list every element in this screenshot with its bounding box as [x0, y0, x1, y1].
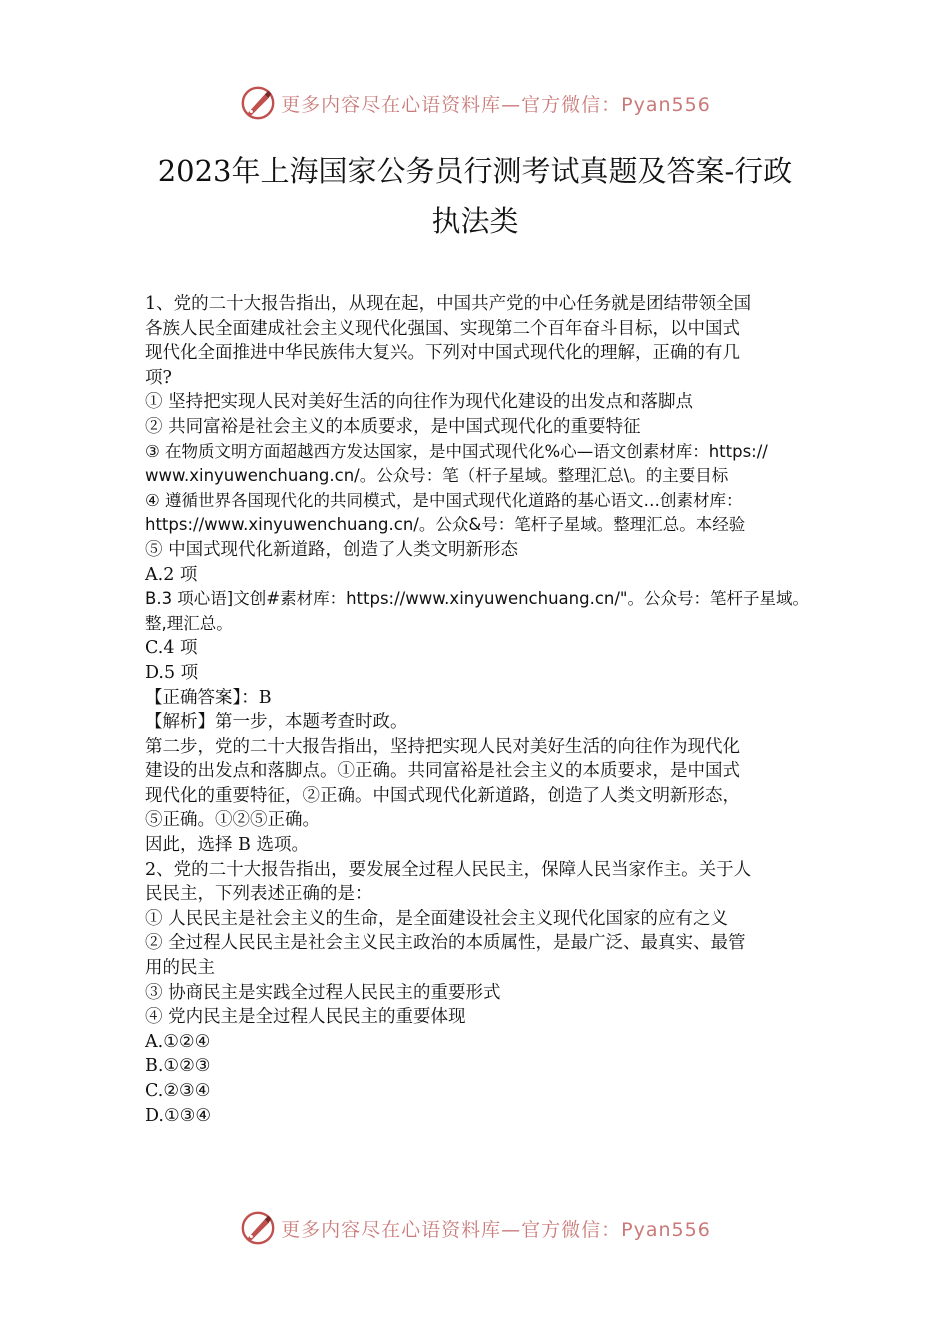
- text-line: www.xinyuwenchuang.cn/。公众号：笔（杆子星域。整理汇总\。的主要目标: [145, 466, 729, 486]
- document-title: [100, 146, 850, 246]
- text-line: C.②③④: [145, 1081, 211, 1101]
- text-line: 项?: [145, 367, 172, 388]
- text-line: A.①②④: [145, 1031, 211, 1052]
- text-line: 1、党的二十大报告指出，从现在起，中国共产党的中心任务就是团结带领全国: [145, 294, 752, 314]
- title-line-2: 执法类: [431, 204, 519, 238]
- text-line: 2、党的二十大报告指出，要发展全过程人民民主，保障人民当家作主。关于人: [145, 859, 752, 880]
- text-line: 【正确答案】：B: [145, 687, 272, 708]
- text-line: 用的民主: [145, 958, 215, 979]
- text-line: 第二步，党的二十大报告指出，坚持把实现人民对美好生活的向往作为现代化: [145, 736, 740, 757]
- text-line: ② 全过程人民民主是社会主义民主政治的本质属性，是最广泛、最真实、最管: [145, 933, 746, 954]
- banner-text: 更多内容尽在心语资料库—官方微信：Pyan556: [281, 1218, 711, 1241]
- pen-nib-logo-icon: [239, 1209, 277, 1247]
- banner-text: 更多内容尽在心语资料库—官方微信：Pyan556: [281, 93, 711, 116]
- text-line: ③ 在物质文明方面超越西方发达国家，是中国式现代化%心—语文创素材库：https://: [145, 441, 768, 461]
- text-line: 【解析】第一步，本题考查时政。: [145, 712, 408, 733]
- text-line: 建设的出发点和落脚点。①正确。共同富裕是社会主义的本质要求，是中国式: [145, 761, 740, 782]
- footer-watermark-banner: [0, 1206, 950, 1250]
- text-line: 现代化全面推进中华民族伟大复兴。下列对中国式现代化的理解，正确的有几: [145, 343, 740, 364]
- text-line: B.①②③: [145, 1056, 211, 1077]
- text-line: ② 共同富裕是社会主义的本质要求，是中国式现代化的重要特征: [145, 416, 641, 437]
- title-line-1: 2023年上海国家公务员行测考试真题及答案-行政: [157, 154, 793, 188]
- text-line: ⑤ 中国式现代化新道路，创造了人类文明新形态: [145, 539, 519, 560]
- text-line: B.3 项心语]文创#素材库：https://www.xinyuwenchuang.cn/"。公众号：笔杆子星域。: [145, 589, 810, 609]
- pen-nib-logo-icon: [239, 84, 277, 122]
- text-line: A.2 项: [145, 564, 198, 585]
- text-line: ④ 党内民主是全过程人民民主的重要体现: [145, 1007, 466, 1028]
- header-watermark-banner: [0, 81, 950, 125]
- text-line: D.5 项: [145, 662, 199, 683]
- text-line: ⑤正确。①②⑤正确。: [145, 810, 320, 831]
- text-line: 民民主，下列表述正确的是：: [145, 884, 373, 905]
- text-line: ③ 协商民主是实践全过程人民民主的重要形式: [145, 982, 501, 1003]
- text-line: 各族人民全面建成社会主义现代化强国、实现第二个百年奋斗目标，以中国式: [145, 318, 740, 339]
- text-line: 现代化的重要特征，②正确。中国式现代化新道路，创造了人类文明新形态，: [145, 785, 740, 806]
- text-line: 因此，选择 B 选项。: [145, 835, 309, 856]
- text-line: C.4 项: [145, 638, 198, 659]
- text-line: ① 坚持把实现人民对美好生活的向往作为现代化建设的出发点和落脚点: [145, 392, 694, 413]
- document-body: [145, 292, 817, 1128]
- text-line: https://www.xinyuwenchuang.cn/。公众&号：笔杆子星域。整理汇总。本经验: [145, 515, 746, 535]
- text-line: ④ 遵循世界各国现代化的共同模式，是中国式现代化道路的基心语文…创素材库：: [145, 490, 743, 510]
- text-line: D.①③④: [145, 1105, 212, 1126]
- text-line: ① 人民民主是社会主义的生命，是全面建设社会主义现代化国家的应有之义: [145, 908, 729, 929]
- text-line: 整,理汇总。: [145, 613, 233, 633]
